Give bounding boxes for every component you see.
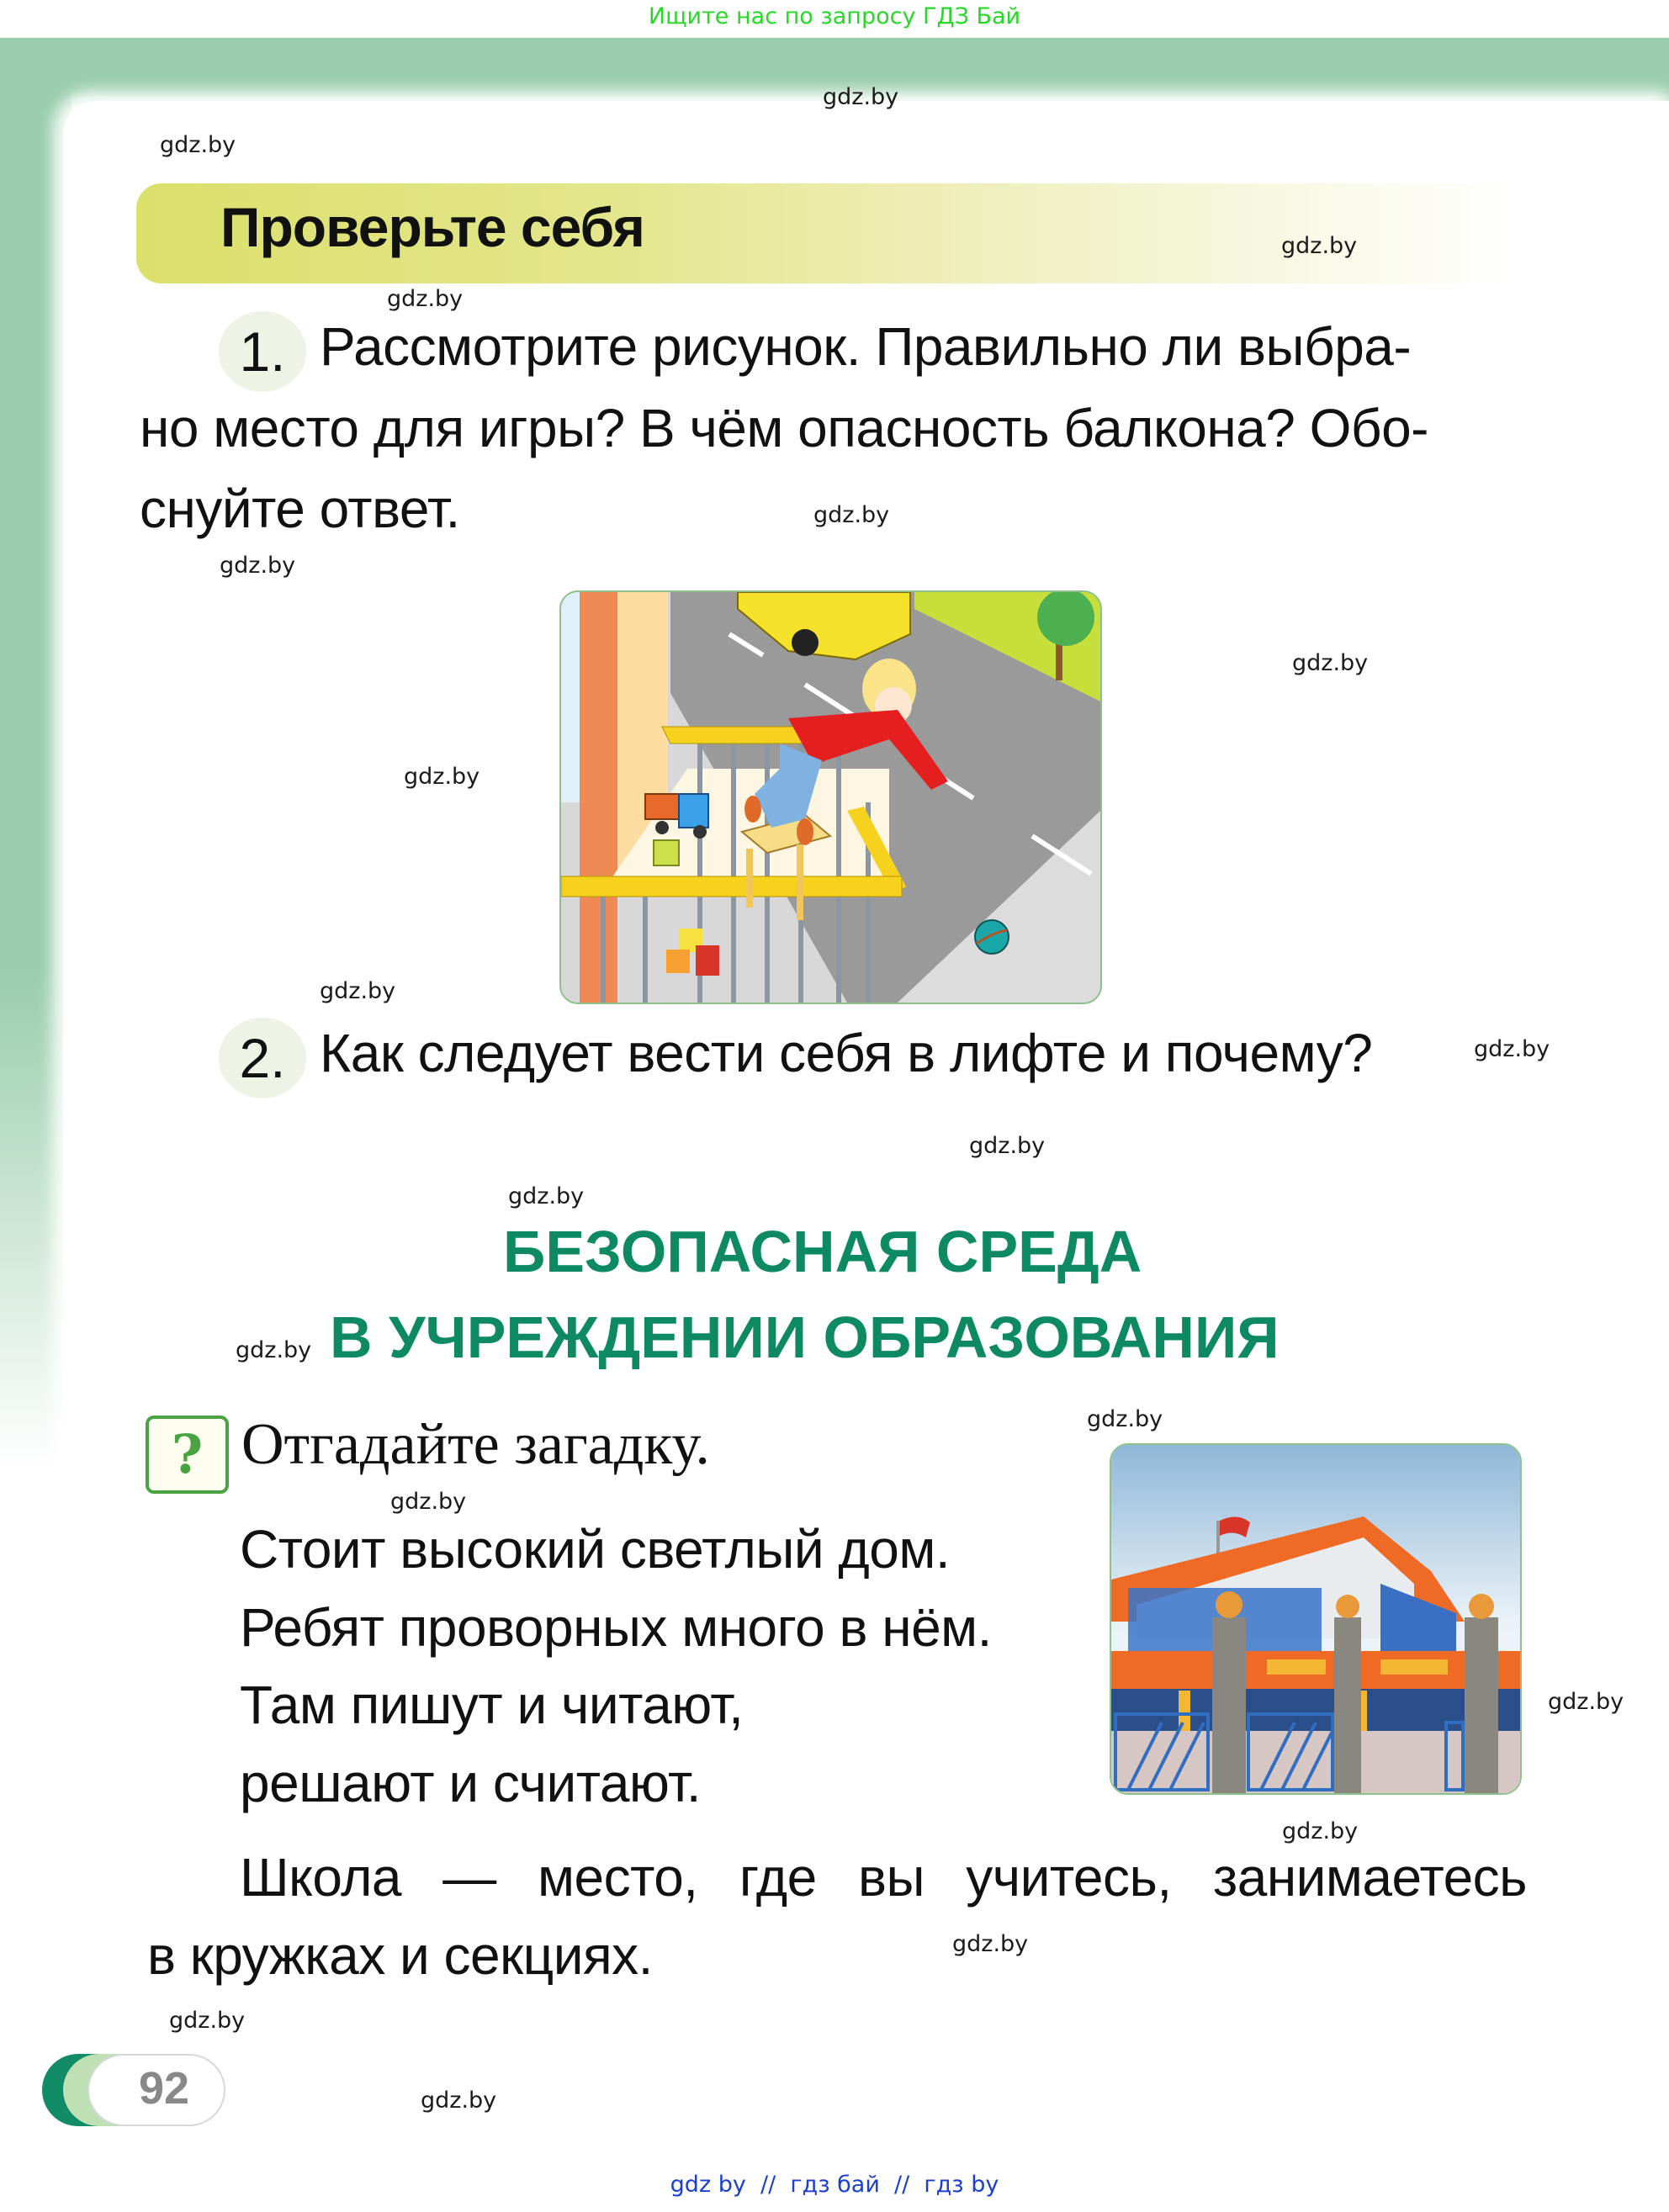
watermark: gdz.by [1282,1818,1359,1844]
balcony-illustration [559,590,1102,1004]
paragraph-line-2: в кружках и секциях. [147,1925,653,1986]
page-number-badge [42,2054,225,2126]
paragraph-line-1: Школа — место, где вы учитесь, занимаетесь [240,1847,1527,1908]
watermark: gdz.by [421,2088,497,2114]
question-2-text: Как следует вести себя в лифте и почему? [320,1023,1373,1083]
watermark: gdz.by [1281,233,1358,259]
watermark: gdz.by [390,1489,467,1515]
balcony-scene-icon [561,592,1100,1003]
riddle-line: Стоит высокий светлый дом. [240,1519,951,1580]
page-number: 92 [138,2063,190,2114]
footer-links: gdz by // гдз бай // гдз by [670,2172,999,2198]
page-frame-left-band [0,38,72,1468]
question-1-line-1: Рассмотрите рисунок. Правильно ли выбра- [320,316,1412,377]
watermark: gdz.by [969,1133,1046,1159]
question-number-badge [219,1018,306,1098]
watermark: gdz.by [813,502,890,528]
riddle-line: Ребят проворных много в нём. [240,1597,992,1658]
watermark: gdz.by [1087,1406,1163,1432]
watermark: gdz.by [387,286,464,312]
watermark: gdz.by [952,1931,1029,1957]
question-number: 1. [239,320,286,383]
watermark: gdz.by [160,132,236,158]
watermark: gdz.by [823,84,899,110]
question-mark-icon [146,1416,229,1494]
watermark: gdz.by [508,1183,585,1209]
section-header-title: Проверьте себя [220,196,644,258]
watermark: gdz.by [1548,1689,1624,1715]
question-number: 2. [239,1027,286,1089]
question-mark-glyph: ? [171,1423,204,1486]
riddle-line: решают и считают. [240,1753,701,1813]
watermark: gdz.by [1292,650,1369,676]
watermark: gdz.by [404,764,480,790]
watermark: gdz.by [169,2008,246,2034]
watermark: gdz.by [236,1337,312,1363]
question-1-line-2: но место для игры? В чём опасность балкона? Обо- [140,398,1428,458]
riddle-heading: Отгадайте загадку. [241,1412,710,1477]
section-title-line-2: В УЧРЕЖДЕНИИ ОБРАЗОВАНИЯ [330,1304,1280,1370]
top-banner: Ищите нас по запросу ГДЗ Бай [648,3,1021,29]
section-title-line-1: БЕЗОПАСНАЯ СРЕДА [503,1219,1142,1284]
watermark: gdz.by [320,978,396,1004]
question-1-line-3: снуйте ответ. [140,479,460,539]
watermark: gdz.by [1474,1036,1550,1062]
school-photo [1110,1443,1522,1795]
riddle-line: Там пишут и читают, [240,1675,744,1735]
question-number-badge [219,311,306,392]
school-building-icon [1111,1445,1520,1793]
watermark: gdz.by [220,553,296,579]
